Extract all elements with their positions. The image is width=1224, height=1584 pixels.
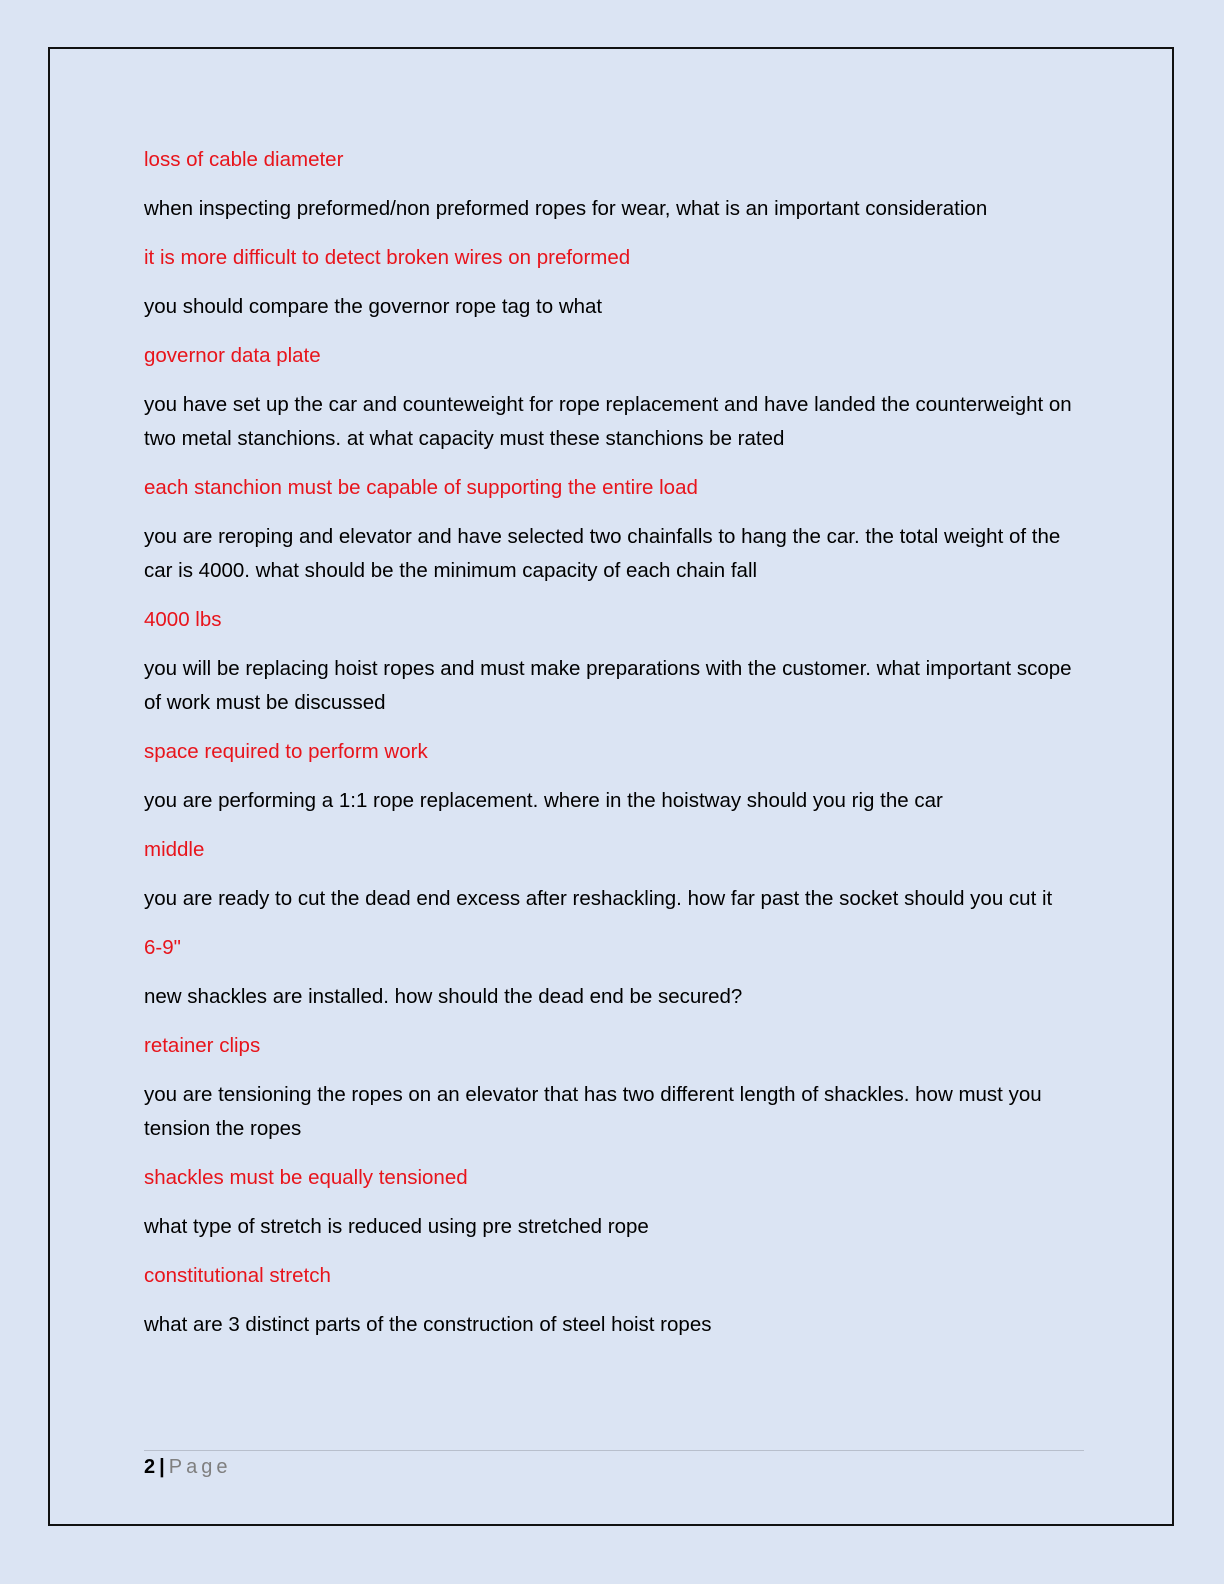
answer-line: space required to perform work (144, 740, 428, 763)
question-line: you should compare the governor rope tag to what (144, 295, 603, 318)
answer-line: constitutional stretch (144, 1264, 331, 1287)
footer-divider (144, 1450, 1084, 1451)
footer-separator: | (159, 1456, 165, 1478)
page-footer (144, 1454, 231, 1480)
answer-line: governor data plate (144, 344, 321, 367)
question-line: you are reroping and elevator and have selected two chainfalls to hang the car. the total weight of the car is 4000. what should be the minimum capacity of each chain fall (144, 525, 1061, 582)
page-label: Page (168, 1456, 232, 1478)
answer-line: 6-9" (144, 936, 181, 959)
question-line: new shackles are installed. how should the dead end be secured? (144, 985, 743, 1008)
question-line: you are tensioning the ropes on an elevator that has two different length of shackles. how must you tension the ropes (144, 1083, 1042, 1140)
answer-line: each stanchion must be capable of supporting the entire load (144, 476, 698, 499)
question-line: you will be replacing hoist ropes and must make preparations with the customer. what important scope of work must be discussed (144, 657, 1072, 714)
question-line: when inspecting preformed/non preformed ropes for wear, what is an important consideration (144, 197, 988, 220)
page-number: 2 (144, 1456, 156, 1478)
document-body (144, 143, 1084, 1357)
answer-line: shackles must be equally tensioned (144, 1166, 468, 1189)
question-line: what are 3 distinct parts of the construction of steel hoist ropes (144, 1313, 712, 1336)
question-line: you are performing a 1:1 rope replacement. where in the hoistway should you rig the car (144, 789, 943, 812)
question-line: you have set up the car and counteweight for rope replacement and have landed the counterweight on two metal stanchions. at what capacity must these stanchions be rated (144, 393, 1072, 450)
answer-line: retainer clips (144, 1034, 261, 1057)
question-line: what type of stretch is reduced using pre stretched rope (144, 1215, 649, 1238)
answer-line: middle (144, 838, 205, 861)
answer-line: 4000 lbs (144, 608, 222, 631)
question-line: you are ready to cut the dead end excess after reshackling. how far past the socket should you cut it (144, 887, 1053, 910)
answer-line: it is more difficult to detect broken wires on preformed (144, 246, 631, 269)
answer-line: loss of cable diameter (144, 148, 344, 171)
